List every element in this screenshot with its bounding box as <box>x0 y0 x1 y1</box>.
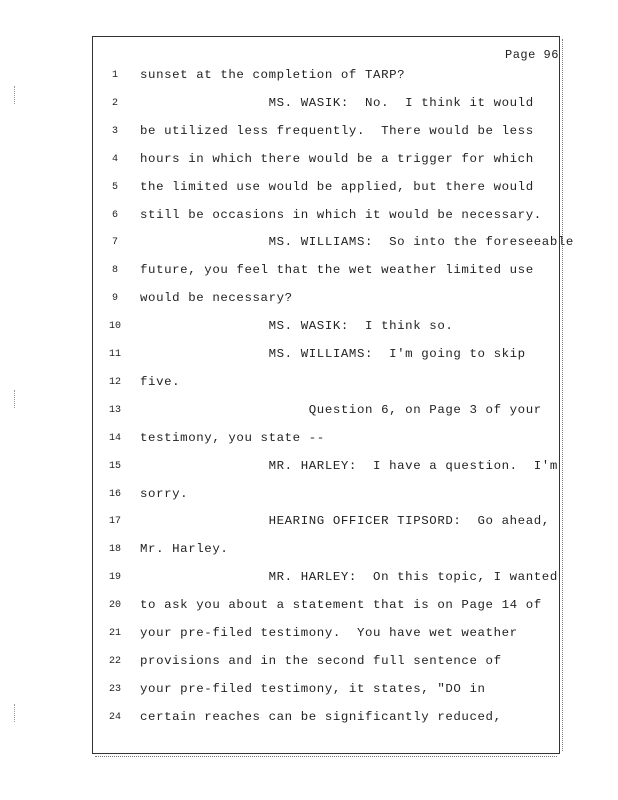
line-number: 21 <box>108 628 121 639</box>
line-text: sunset at the completion of TARP? <box>140 68 406 82</box>
line-text: Question 6, on Page 3 of your <box>140 402 542 417</box>
line-number: 19 <box>108 572 121 584</box>
transcript-line <box>0 124 618 142</box>
transcript-line <box>0 542 618 560</box>
transcript-line <box>0 375 618 393</box>
line-text: hours in which there would be a trigger for which <box>140 151 534 166</box>
transcript-line <box>0 626 618 644</box>
line-text: your pre-filed testimony. You have wet weather <box>140 626 518 640</box>
transcript-line <box>0 487 618 505</box>
transcript-line <box>0 96 618 114</box>
line-text: be utilized less frequently. There would be less <box>140 123 534 138</box>
line-text: HEARING OFFICER TIPSORD: Go ahead, <box>140 514 550 529</box>
page-number: Page 96 <box>505 48 559 62</box>
transcript-line <box>0 263 618 281</box>
line-number: 16 <box>108 488 121 500</box>
line-text: Mr. Harley. <box>140 542 229 557</box>
transcript-line <box>0 152 618 170</box>
line-number: 17 <box>108 516 121 528</box>
line-text: would be necessary? <box>140 291 293 306</box>
transcript-line <box>0 710 618 728</box>
line-number: 8 <box>111 265 118 277</box>
line-text: five. <box>140 374 181 389</box>
line-number: 11 <box>108 349 121 360</box>
line-number: 24 <box>108 711 121 723</box>
line-text: MS. WASIK: No. I think it would <box>140 95 534 110</box>
transcript-line <box>0 235 618 253</box>
transcript-line <box>0 208 618 226</box>
line-text: MS. WILLIAMS: So into the foreseeable <box>140 235 574 250</box>
transcript-line <box>0 654 618 672</box>
line-text: provisions and in the second full sentence of <box>140 653 502 668</box>
line-number: 12 <box>108 376 121 388</box>
line-number: 3 <box>111 125 118 137</box>
transcript-line <box>0 459 618 477</box>
line-number: 15 <box>108 460 121 472</box>
line-number: 13 <box>108 404 121 416</box>
transcript-page-border <box>92 36 560 754</box>
line-number: 6 <box>111 209 118 221</box>
line-number: 10 <box>108 321 121 333</box>
line-text: your pre-filed testimony, it states, "DO in <box>140 681 486 696</box>
transcript-line <box>0 514 618 532</box>
transcript-line <box>0 319 618 337</box>
transcript-line <box>0 403 618 421</box>
line-text: MS. WILLIAMS: I'm going to skip <box>140 347 526 361</box>
line-text: still be occasions in which it would be necessary. <box>140 207 542 222</box>
line-text: future, you feel that the wet weather limited use <box>140 263 534 278</box>
line-number: 2 <box>111 97 118 109</box>
transcript-line <box>0 570 618 588</box>
transcript-line <box>0 291 618 309</box>
transcript-line <box>0 347 618 365</box>
line-number: 4 <box>111 153 118 165</box>
line-number: 20 <box>108 600 121 612</box>
line-text: certain reaches can be significantly reduced, <box>140 709 502 724</box>
line-number: 1 <box>111 70 118 81</box>
transcript-line <box>0 68 618 86</box>
line-text: MS. WASIK: I think so. <box>140 319 454 334</box>
line-text: MR. HARLEY: I have a question. I'm <box>140 458 558 473</box>
transcript-line <box>0 598 618 616</box>
line-number: 18 <box>108 544 121 556</box>
line-number: 5 <box>111 181 118 193</box>
line-text: testimony, you state -- <box>140 430 325 445</box>
line-text: MR. HARLEY: On this topic, I wanted <box>140 570 558 585</box>
line-text: sorry. <box>140 486 189 501</box>
line-number: 14 <box>108 432 121 444</box>
transcript-line <box>0 682 618 700</box>
line-text: to ask you about a statement that is on Page 14 of <box>140 598 542 613</box>
line-number: 22 <box>108 655 121 667</box>
line-number: 9 <box>111 293 118 305</box>
line-text: the limited use would be applied, but there would <box>140 179 534 194</box>
line-number: 23 <box>108 683 121 695</box>
line-number: 7 <box>111 237 118 249</box>
transcript-line <box>0 431 618 449</box>
transcript-line <box>0 180 618 198</box>
